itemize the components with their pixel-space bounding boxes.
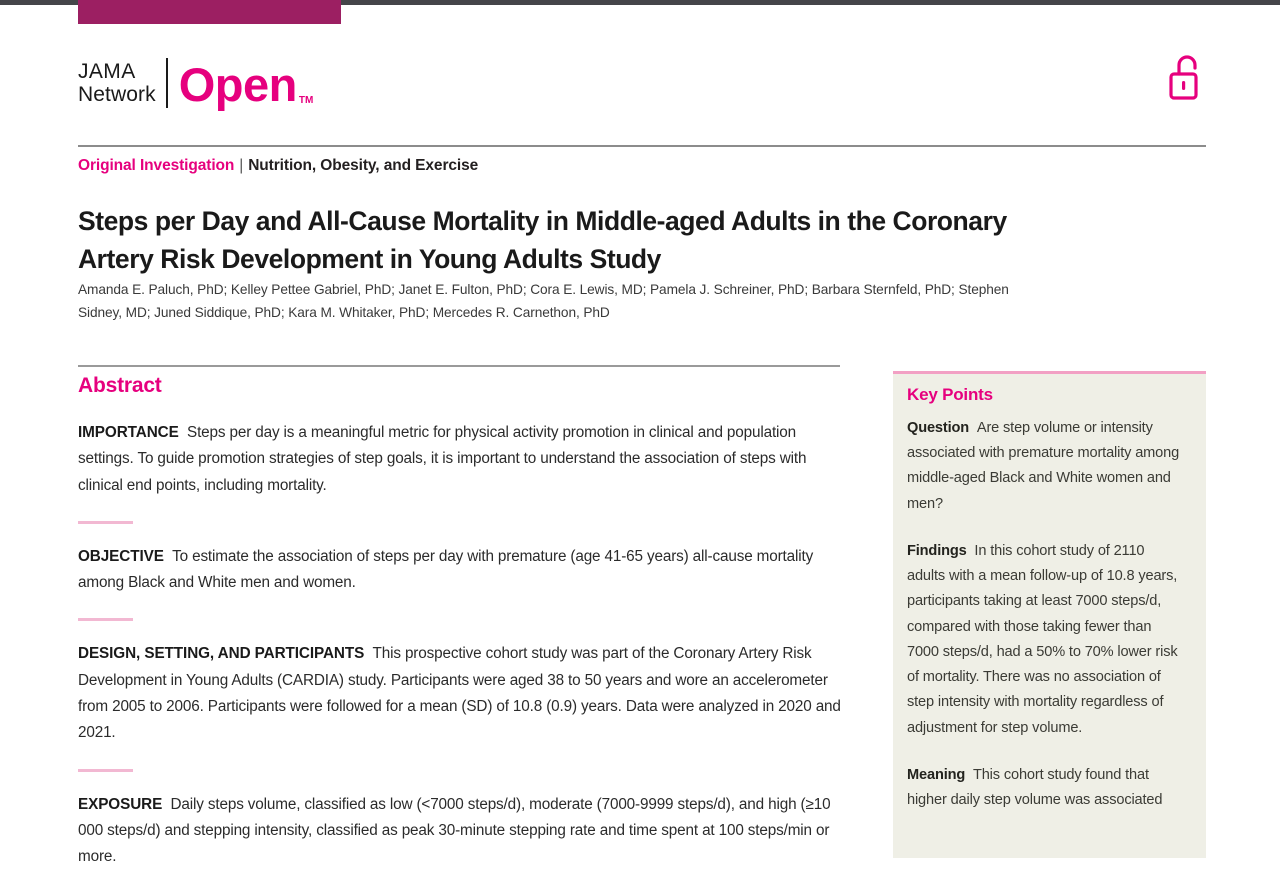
abstract-divider: [78, 521, 133, 524]
abstract-item-objective: [78, 544, 853, 597]
author-list: Amanda E. Paluch, PhD; Kelley Pettee Gabriel, PhD; Janet E. Fulton, PhD; Cora E. Lewis, MD; Pamela J. Schreiner, PhD; Barbara Sternfeld, PhD; Stephen Sidney, MD; Juned Siddique, PhD; Kara M. Whitaker, PhD; Mercedes R. Carnethon, PhD: [78, 282, 1009, 320]
abstract-divider: [78, 618, 133, 621]
key-point-meaning: [907, 763, 1186, 813]
page-title: Steps per Day and All-Cause Mortality in Middle-aged Adults in the Coronary Artery Risk Development in Young Adults Study: [78, 205, 1007, 275]
key-points-heading: Key Points: [907, 385, 993, 404]
logo-trademark-mark: TM: [298, 95, 314, 106]
abstract-heading: Abstract: [78, 374, 162, 397]
jama-network-wordmark: [78, 61, 166, 105]
abstract-text: Steps per day is a meaningful metric for physical activity promotion in clinical and population settings. To guide promotion strategies of step goals, it is important to understand the association of steps with clinical end points, including mortality.: [78, 424, 807, 494]
abstract-item-design: [78, 641, 853, 746]
abstract-label: EXPOSURE: [78, 795, 163, 813]
key-points-panel: [893, 371, 1206, 858]
abstract-item-exposure: [78, 792, 853, 871]
key-point-text: Are step volume or intensity associated with premature mortality among middle-aged Black and White women and men?: [907, 420, 1180, 512]
article-subject[interactable]: Nutrition, Obesity, and Exercise: [248, 157, 479, 174]
abstract-item-importance: [78, 420, 853, 499]
logo-divider: [166, 58, 168, 108]
logo-open-wordmark: Open: [178, 57, 297, 111]
abstract-label: DESIGN, SETTING, AND PARTICIPANTS: [78, 645, 365, 663]
abstract-text: Daily steps volume, classified as low (<7000 steps/d), moderate (7000-9999 steps/d), and high (≥10 000 steps/d) and stepping intensity, classified as peak 30-minute stepping rate and time spent at 100 steps/min or more.: [78, 795, 831, 866]
abstract-section: [78, 374, 853, 871]
abstract-rule: [78, 365, 840, 367]
header-rule: [78, 145, 1206, 147]
abstract-label: OBJECTIVE: [78, 547, 164, 565]
logo-line-network: Network: [78, 83, 156, 106]
key-point-text: This cohort study found that higher daily step volume was associated: [907, 766, 1163, 809]
logo-line-jama: JAMA: [78, 60, 136, 83]
key-point-findings: [907, 539, 1186, 741]
key-point-label: Findings: [907, 542, 967, 559]
abstract-label: IMPORTANCE: [78, 424, 179, 441]
open-lock-icon[interactable]: [1166, 52, 1206, 113]
key-point-label: Meaning: [907, 766, 966, 783]
key-point-text: In this cohort study of 2110 adults with a mean follow-up of 10.8 years, participants taking at least 7000 steps/d, compared with those taking fewer than 7000 steps/d, had a 50% to 70% lower risk of mortality. There was no association of step intensity with mortality regardless of adjustment for step volume.: [907, 542, 1178, 736]
abstract-text: This prospective cohort study was part of the Coronary Artery Risk Development in Young Adults (CARDIA) study. Participants were aged 38 to 50 years and wore an accelerometer from 2005 to 2006. Participants were followed for a mean (SD) of 10.8 (0.9) years. Data were analyzed in 2020 and 2021.: [78, 645, 841, 742]
key-point-question: [907, 416, 1186, 517]
jama-network-open-logo[interactable]: [78, 52, 313, 114]
article-category[interactable]: Original Investigation: [78, 157, 235, 174]
article-kicker: [78, 157, 478, 175]
masthead: [78, 52, 1206, 114]
brand-color-block: [78, 0, 341, 24]
abstract-text: To estimate the association of steps per day with premature (age 41-65 years) all-cause mortality among Black and White men and women.: [78, 547, 814, 592]
kicker-separator: |: [239, 157, 244, 174]
key-point-label: Question: [907, 420, 970, 436]
abstract-divider: [78, 769, 133, 772]
